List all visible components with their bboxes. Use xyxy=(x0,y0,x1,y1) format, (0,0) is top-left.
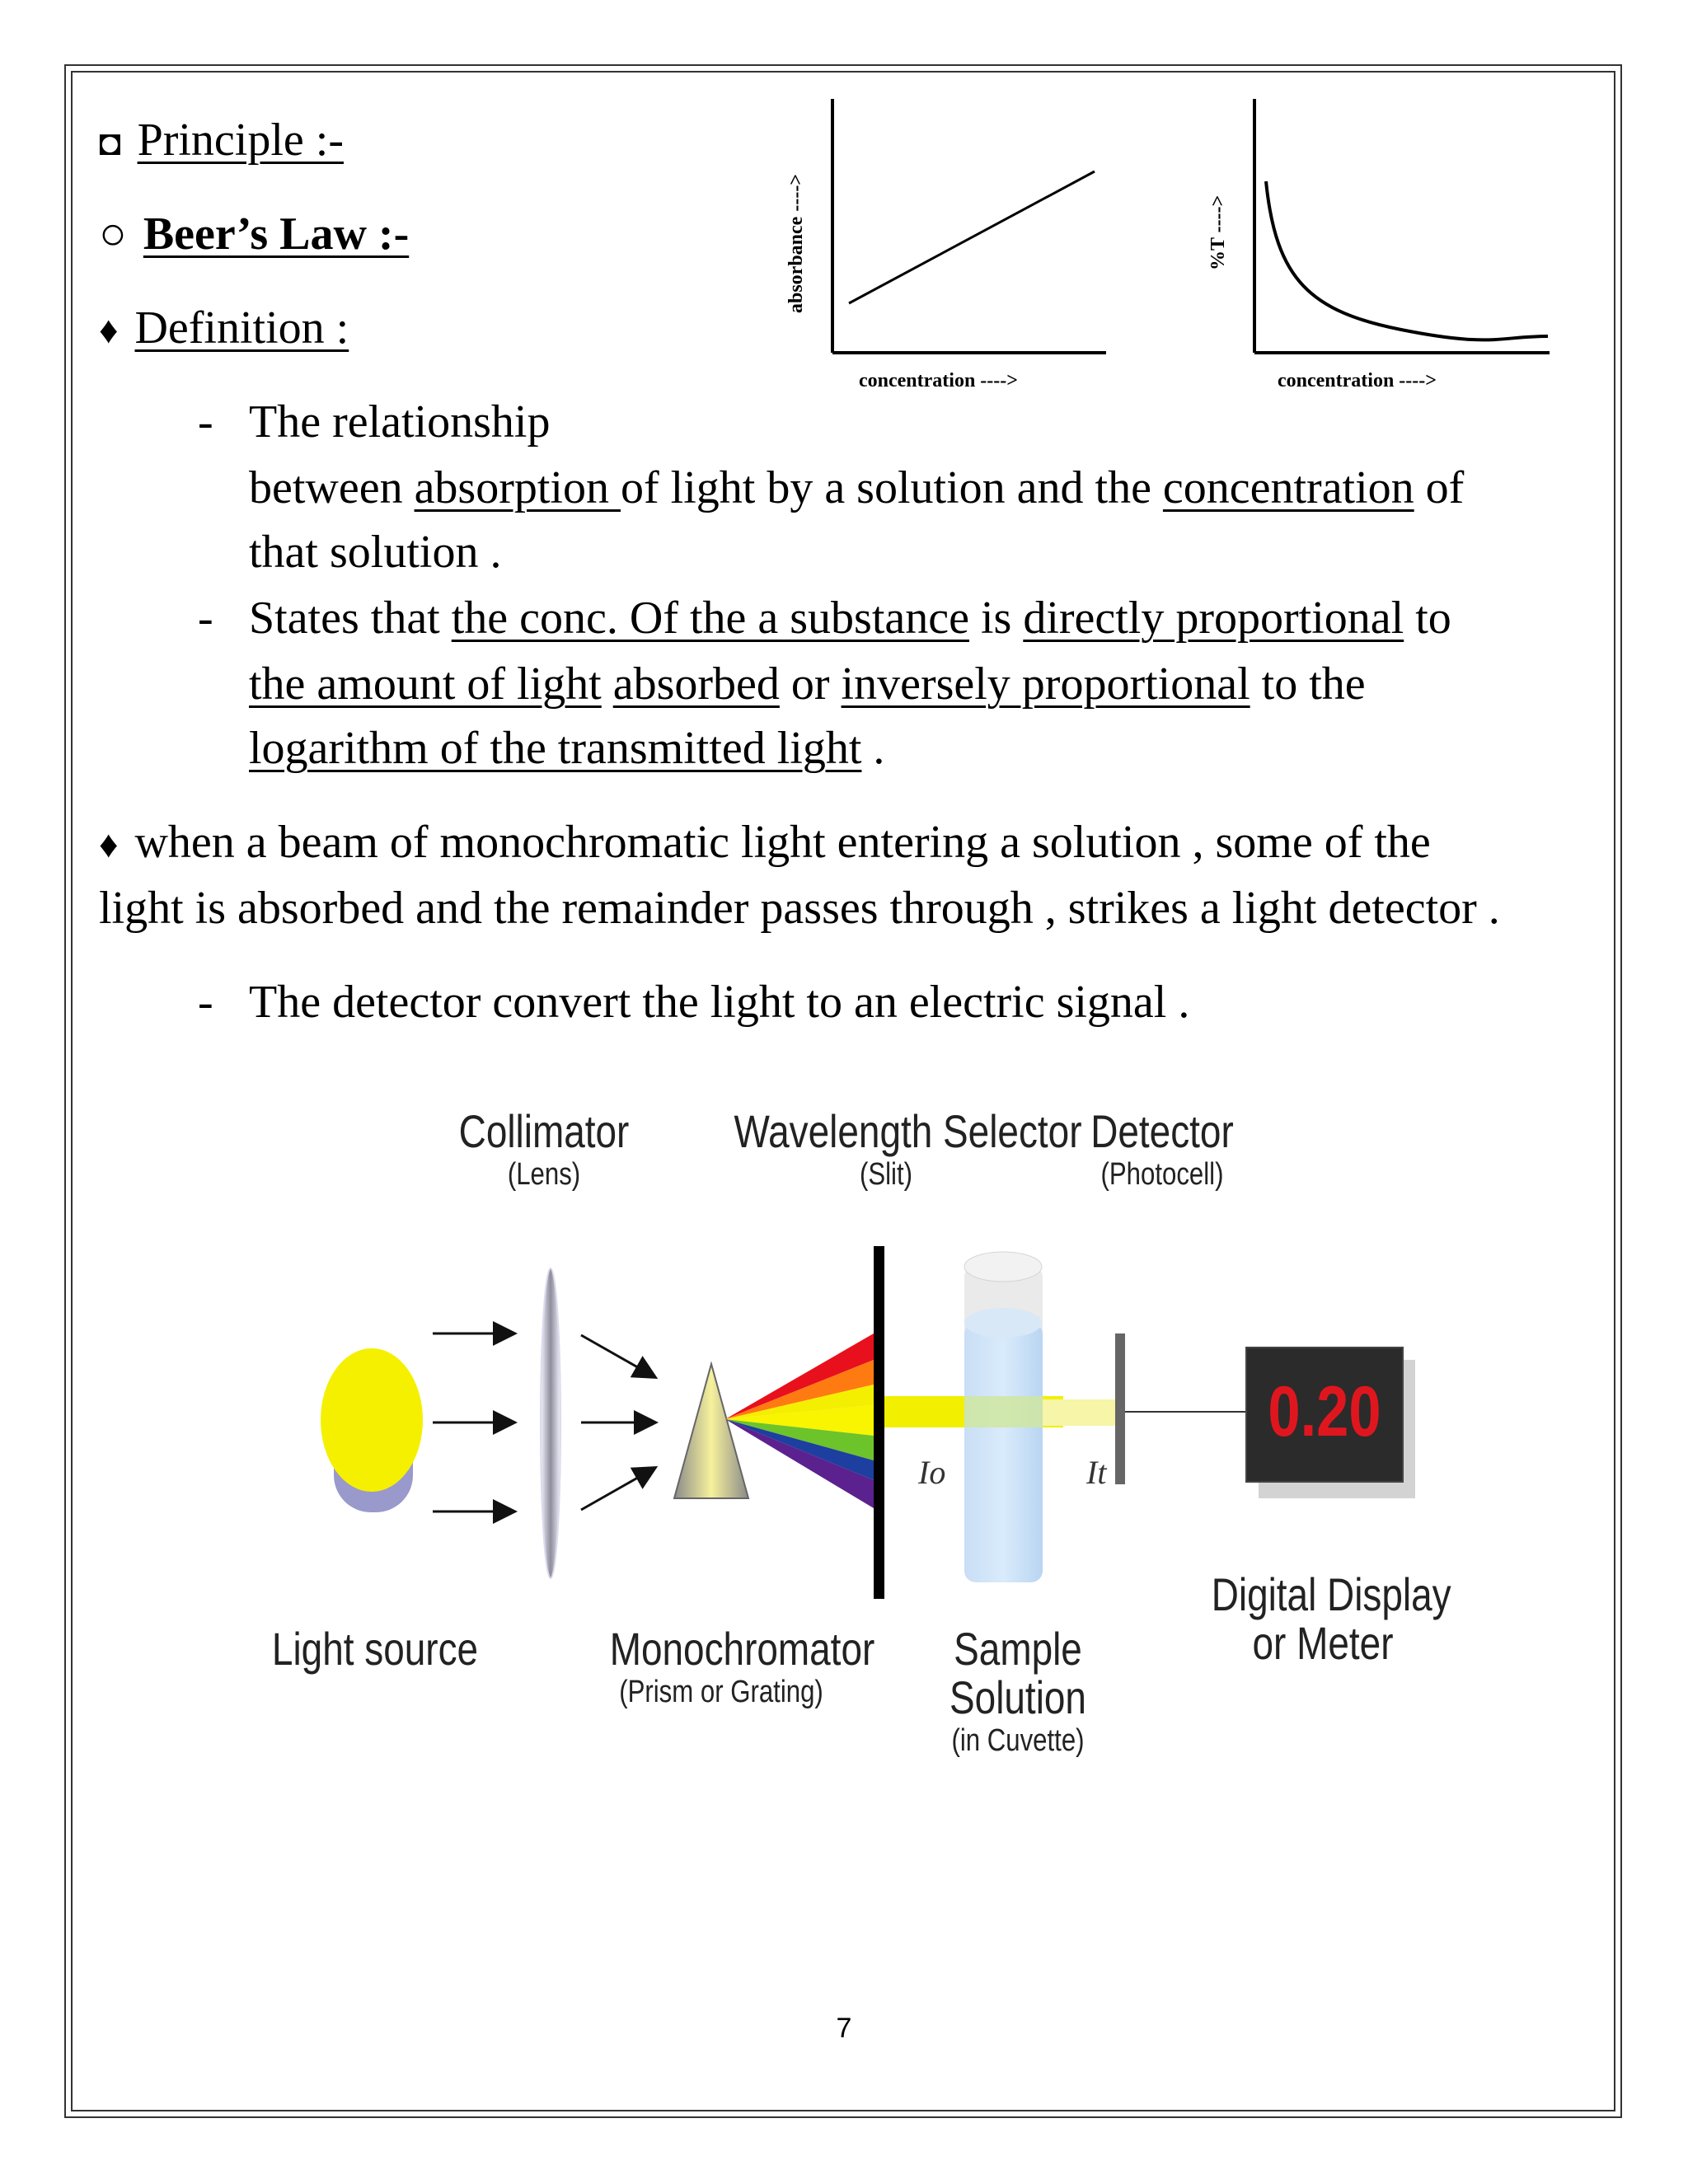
def-p2-line2: the amount of light absorbed or inversely proportional to the xyxy=(249,658,1366,710)
transmitted-beam xyxy=(1043,1399,1115,1426)
heading-principle: ◘ Principle :- xyxy=(99,115,344,166)
def-p1-line3: that solution . xyxy=(249,527,502,578)
collimator-lens xyxy=(541,1268,560,1578)
paragraph-line1: ♦ when a beam of monochromatic light entering a solution , some of the xyxy=(99,817,1431,868)
it-label: It xyxy=(1086,1454,1107,1491)
paragraph-detector-line: The detector convert the light to an electric signal . xyxy=(249,977,1190,1028)
absorbance-xlabel: concentration ----> xyxy=(859,370,1018,391)
collimated-arrows xyxy=(581,1335,654,1510)
def-p2-line3: logarithm of the transmitted light . xyxy=(249,723,885,774)
square-bullet-icon: ◘ xyxy=(99,123,121,163)
heading-beers-law: ○ Beer’s Law :- xyxy=(99,209,410,260)
light-source-label: Light source xyxy=(271,1623,479,1675)
transmittance-chart xyxy=(1207,99,1550,391)
sample-solution-label: Sample Solution (in Cuvette) xyxy=(950,1623,1086,1758)
beer-law-charts xyxy=(775,91,1550,404)
wavelength-slit xyxy=(874,1246,884,1599)
collimator-label: Collimator (Lens) xyxy=(458,1105,630,1192)
prism xyxy=(674,1364,748,1498)
def-p1-line2: between absorption of light by a solution and the concentration of xyxy=(249,462,1465,513)
def-p1-line1: The relationship xyxy=(249,396,551,448)
dash-1: - xyxy=(198,396,213,448)
io-label: Io xyxy=(918,1454,946,1491)
transmittance-ylabel: %T ----> xyxy=(1207,194,1229,270)
absorbance-line xyxy=(849,171,1095,303)
absorbance-chart xyxy=(785,99,1106,391)
cuvette xyxy=(964,1252,1043,1582)
light-rays-arrows xyxy=(433,1333,513,1511)
diamond-bullet-icon: ♦ xyxy=(99,309,119,351)
digital-display xyxy=(1246,1347,1415,1498)
diamond-bullet-icon: ♦ xyxy=(99,823,119,865)
display-reading: 0.20 xyxy=(1268,1371,1381,1451)
paragraph-line2: light is absorbed and the remainder passes through , strikes a light detector . xyxy=(99,883,1500,934)
dash-2: - xyxy=(198,593,213,644)
spectrum-fan xyxy=(725,1333,874,1508)
dash-3: - xyxy=(198,977,213,1028)
monochromator-label: Monochromator (Prism or Grating) xyxy=(609,1623,875,1709)
circle-bullet-icon: ○ xyxy=(99,209,127,260)
page-number: 7 xyxy=(836,2013,852,2044)
photocell-detector xyxy=(1115,1333,1125,1484)
absorbance-ylabel: absorbance ----> xyxy=(785,174,807,313)
def-p2-line1: States that the conc. Of the a substance is directly proportional to xyxy=(249,593,1451,644)
light-source xyxy=(321,1348,423,1512)
transmittance-xlabel: concentration ----> xyxy=(1278,370,1437,391)
lamp-bulb xyxy=(321,1348,423,1492)
wavelength-selector-label: Wavelength Selector (Slit) xyxy=(734,1105,1082,1192)
heading-definition: ♦ Definition : xyxy=(99,302,349,354)
digital-display-label: Digital Display or Meter xyxy=(1211,1568,1451,1669)
detector-label: Detector (Photocell) xyxy=(1090,1105,1234,1192)
transmittance-curve xyxy=(1266,181,1548,340)
